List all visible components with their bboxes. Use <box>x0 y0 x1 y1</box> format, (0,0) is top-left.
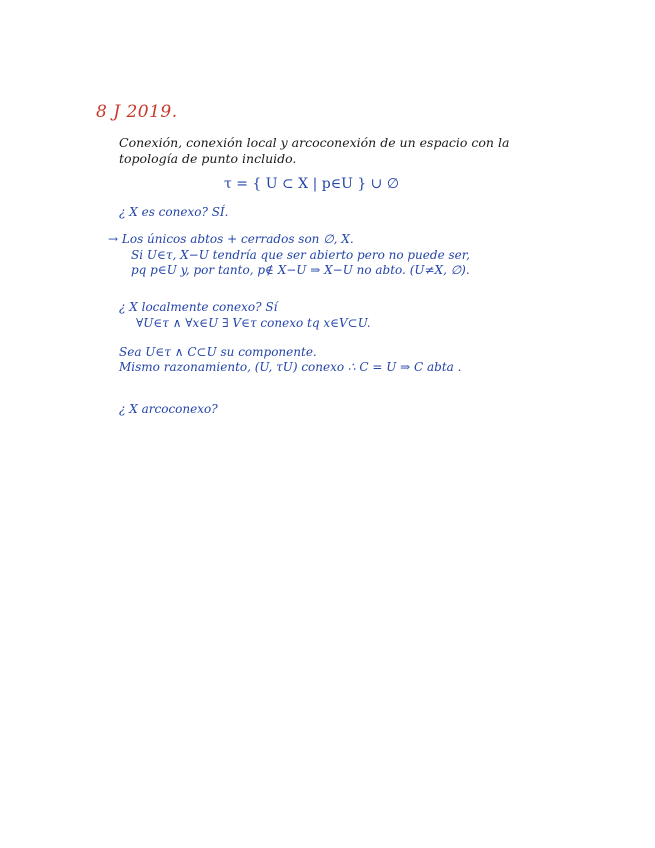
answer-connected-line-3: pq p∈U y, por tanto, p∉ X−U ⇒ X−U no abto. (U≠X, ∅). <box>131 263 470 277</box>
note-title-line-2: topología de punto incluido. <box>119 151 297 166</box>
question-path-connected: ¿ X arcoconexo? <box>119 402 218 416</box>
note-date: 8 J 2019. <box>96 102 178 122</box>
topology-formula: τ = { U ⊂ X | p∈U } ∪ ∅ <box>224 176 400 192</box>
answer-locally-connected-line-2: Sea U∈τ ∧ C⊂U su componente. <box>119 345 317 359</box>
question-locally-connected: ¿ X localmente conexo? Sí <box>119 300 278 314</box>
question-connected: ¿ X es conexo? SÍ. <box>119 205 229 219</box>
answer-connected-line-1: → Los únicos abtos + cerrados son ∅, X. <box>108 232 354 246</box>
answer-locally-connected-line-1: ∀U∈τ ∧ ∀x∈U ∃ V∈τ conexo tq x∈V⊂U. <box>136 316 371 330</box>
answer-connected-line-2: Si U∈τ, X−U tendría que ser abierto pero no puede ser, <box>131 248 470 262</box>
note-title-line-1: Conexión, conexión local y arcoconexión de un espacio con la <box>119 135 510 150</box>
answer-locally-connected-line-3: Mismo razonamiento, (U, τU) conexo ∴ C = U ⇒ C abta . <box>119 360 462 374</box>
